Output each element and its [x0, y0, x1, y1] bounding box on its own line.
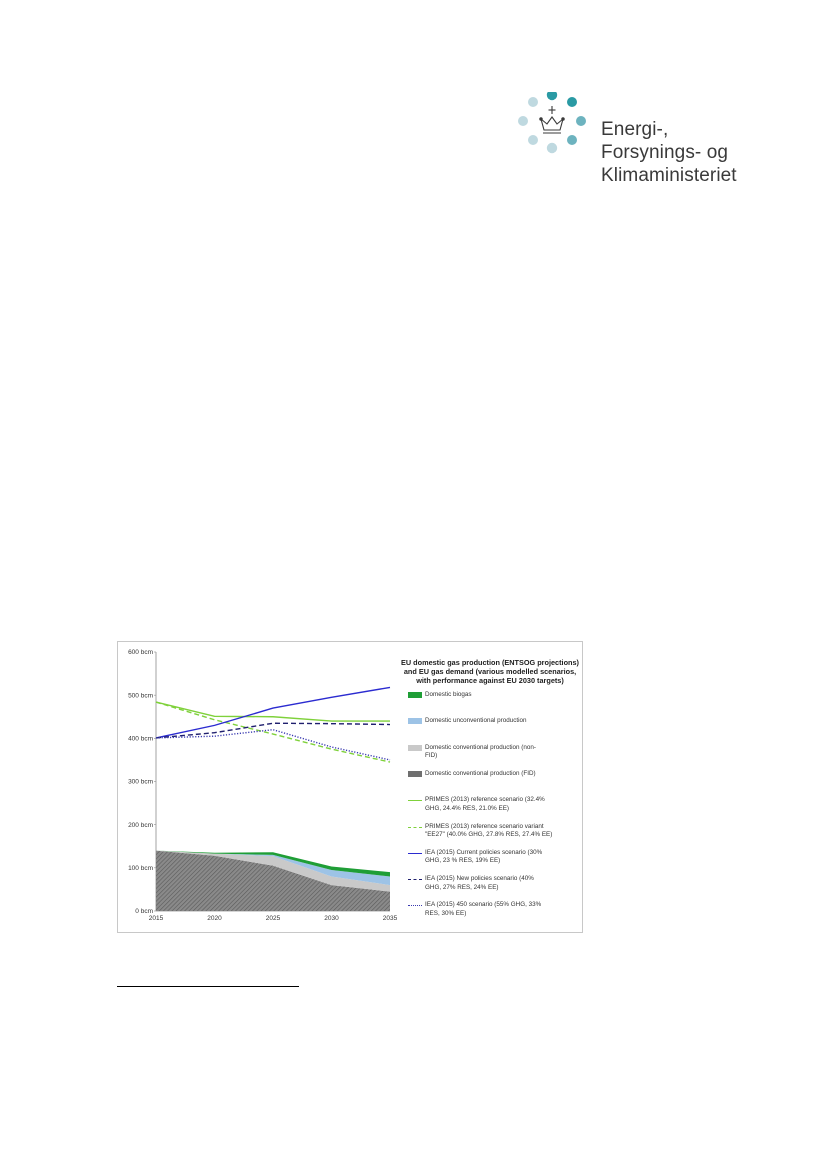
legend-label-line: IEA (2015) 450 scenario (55% GHG, 33%: [425, 901, 542, 909]
legend-label: [425, 717, 580, 726]
y-tick-label: 200 bcm: [128, 821, 153, 829]
legend-label-line: Domestic unconventional production: [425, 717, 527, 725]
line-series: [156, 702, 390, 721]
chart-title-line: with performance against EU 2030 targets): [416, 676, 564, 685]
legend-swatch: [408, 879, 422, 880]
legend-label-line: FID): [425, 752, 438, 760]
x-tick-label: 2030: [324, 915, 339, 922]
legend-label: [425, 849, 580, 866]
legend-label-line: GHG, 24.4% RES, 21.0% EE): [425, 804, 509, 812]
legend-label-line: PRIMES (2013) reference scenario variant: [425, 822, 544, 830]
emblem-dot: [528, 135, 538, 145]
legend-label-line: IEA (2015) Current policies scenario (30%: [425, 848, 543, 856]
legend-label: [425, 823, 580, 840]
y-tick-label: 400 bcm: [128, 735, 153, 743]
x-tick-label: 2035: [382, 915, 398, 922]
ministry-name-line: Forsynings- og: [601, 142, 729, 163]
legend-label-line: RES, 30% EE): [425, 909, 467, 917]
legend-label-line: "EE27" (40.0% GHG, 27.8% RES, 27.4% EE): [425, 831, 553, 839]
gas-chart: [117, 641, 583, 933]
crown-icon: [540, 106, 564, 133]
legend-label-line: GHG, 23 % RES, 19% EE): [425, 857, 501, 865]
emblem-dot: [576, 116, 586, 126]
emblem-dot: [518, 116, 528, 126]
legend-label: [425, 691, 580, 700]
legend-label-line: GHG, 27% RES, 24% EE): [425, 883, 499, 891]
y-tick-label: 0 bcm: [135, 908, 153, 916]
legend-label-line: IEA (2015) New policies scenario (40%: [425, 875, 534, 883]
legend-label: [425, 744, 580, 761]
emblem-dot: [547, 143, 557, 153]
y-tick-label: 300 bcm: [128, 778, 153, 786]
x-tick-label: 2015: [148, 915, 164, 922]
ministry-name-line: Klimaministeriet: [601, 165, 737, 186]
ministry-name: [601, 118, 737, 187]
x-tick-label: 2025: [265, 915, 281, 922]
footnote-separator: [117, 986, 299, 987]
legend-label: [425, 901, 580, 918]
chart-title-line: and EU gas demand (various modelled scenarios,: [403, 667, 577, 676]
emblem-dot: [567, 97, 577, 107]
legend-label: [425, 770, 580, 779]
ministry-name-line: Energi-,: [601, 119, 669, 140]
legend-label-line: Domestic conventional production (FID): [425, 769, 536, 777]
ministry-logo: [512, 92, 752, 186]
chart-title: [400, 658, 580, 685]
legend-swatch: [408, 718, 422, 724]
legend-swatch: [408, 771, 422, 777]
y-tick-label: 100 bcm: [128, 865, 153, 873]
legend-label: [425, 875, 580, 892]
legend-swatch: [408, 853, 422, 854]
legend-label-line: Domestic conventional production (non-: [425, 743, 536, 751]
y-tick-label: 500 bcm: [128, 692, 153, 700]
emblem-dot: [567, 135, 577, 145]
legend-label-line: Domestic biogas: [425, 691, 472, 698]
legend-swatch: [408, 745, 422, 751]
legend-label-line: PRIMES (2013) reference scenario (32.4%: [425, 796, 545, 804]
x-tick-label: 2020: [207, 915, 222, 922]
legend-swatch: [408, 800, 422, 801]
legend-label: [425, 796, 580, 813]
y-tick-label: 600 bcm: [128, 649, 153, 657]
emblem-dot: [547, 92, 557, 100]
crown-dots-emblem: [512, 92, 602, 182]
legend-swatch: [408, 827, 422, 828]
legend-swatch: [408, 905, 422, 906]
emblem-dot: [528, 97, 538, 107]
chart-title-line: EU domestic gas production (ENTSOG projections): [401, 658, 579, 667]
legend-swatch: [408, 692, 422, 698]
